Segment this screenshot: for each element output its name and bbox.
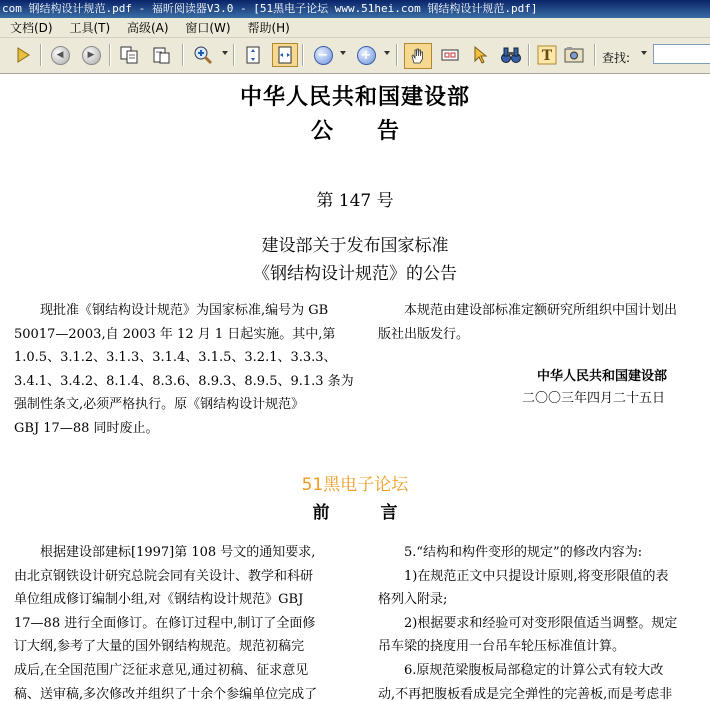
- text-line: 50017—2003,自 2003 年 12 月 1 日起实施。其中,第: [14, 326, 336, 342]
- chevron-down-icon[interactable]: [222, 51, 228, 55]
- announcement-right-column: [378, 299, 677, 346]
- fit-width-icon[interactable]: [272, 43, 298, 67]
- play-icon[interactable]: [10, 43, 36, 67]
- snapshot-icon[interactable]: [437, 43, 463, 67]
- zoom-out-minus-icon[interactable]: −: [310, 43, 336, 67]
- image-icon[interactable]: [561, 43, 587, 67]
- toolbar-separator: [40, 44, 41, 66]
- toolbar-separator: [233, 44, 234, 66]
- paste-icon[interactable]: [148, 43, 174, 67]
- text-line: 稿、送审稿,多次修改并组织了十余个参编单位完成了: [14, 686, 318, 701]
- announcement-title-line1: 建设部关于发布国家标准: [261, 236, 449, 256]
- toolbar-separator: [302, 44, 303, 66]
- announcement-heading: 中华人民共和国建设部: [239, 84, 470, 110]
- text-line: 单位组成修订编制小组,对《钢结构设计规范》GBJ: [14, 592, 304, 608]
- menu-tools[interactable]: 工具(T): [69, 21, 111, 35]
- text-line: GBJ 17—88 同时废止。: [14, 420, 159, 436]
- text-line: 格列入附录;: [378, 592, 448, 608]
- signature-organization: 中华人民共和国建设部: [537, 369, 668, 384]
- signature-date: 二〇〇三年四月二十五日: [522, 391, 666, 406]
- menu-help[interactable]: 帮助(H): [247, 21, 290, 35]
- zoom-in-plus-icon[interactable]: +: [353, 43, 379, 67]
- menu-advanced[interactable]: 高级(A): [126, 21, 169, 35]
- menu-window[interactable]: 窗口(W): [185, 21, 231, 35]
- text-line: 2)根据要求和经验可对变形限值适当调整。规定: [404, 615, 678, 631]
- back-icon[interactable]: ◀: [47, 43, 73, 67]
- binoculars-icon[interactable]: [498, 43, 524, 67]
- toolbar-separator: [109, 44, 110, 66]
- text-line: 版社出版发行。: [378, 326, 470, 342]
- text-line: 现批准《钢结构设计规范》为国家标准,编号为 GB: [40, 303, 329, 318]
- watermark: 51黑电子论坛: [301, 475, 409, 495]
- menu-document[interactable]: 文档(D): [10, 21, 53, 35]
- fit-page-icon[interactable]: [240, 43, 266, 67]
- chevron-down-icon[interactable]: [340, 51, 346, 55]
- announcement-number: 第 147 号: [316, 191, 394, 211]
- text-line: 吊车梁的挠度用一台吊车轮压标准值计算。: [378, 639, 626, 655]
- find-input[interactable]: [653, 44, 710, 64]
- text-tool-icon[interactable]: [534, 43, 560, 67]
- window-title: com 钢结构设计规范.pdf - 福昕阅读器V3.0 - [51黑电子论坛 www.51hei.com 钢结构设计规范.pdf]: [2, 2, 538, 15]
- announcement-title-line2: 《钢结构设计规范》的公告: [253, 264, 457, 284]
- svg-text:T: T: [541, 48, 553, 64]
- text-line: 3.4.1、3.4.2、8.1.4、8.3.6、8.9.3、8.9.5、9.1.3 条为: [14, 373, 354, 389]
- toolbar-separator: [528, 44, 529, 66]
- text-line: 1.0.5、3.1.2、3.1.3、3.1.4、3.1.5、3.2.1、3.3.3、: [14, 350, 337, 366]
- document-page: [0, 74, 710, 701]
- hand-icon[interactable]: [404, 43, 432, 69]
- select-arrow-icon[interactable]: [467, 43, 493, 67]
- preface-title: 前 言: [312, 503, 398, 523]
- preface-left-column: [14, 541, 317, 701]
- zoom-in-icon[interactable]: [190, 43, 216, 67]
- text-line: 由北京钢铁设计研究总院会同有关设计、教学和科研: [14, 568, 314, 584]
- announcement-left-column: [14, 299, 354, 441]
- toolbar-separator: [594, 44, 595, 66]
- toolbar-separator: [396, 44, 397, 66]
- text-line: 1)在规范正文中只提设计原则,将变形限值的表: [404, 568, 669, 584]
- announcement-subheading: 公 告: [310, 118, 399, 144]
- chevron-down-icon[interactable]: [384, 51, 390, 55]
- text-line: 强制性条文,必须严格执行。原《钢结构设计规范》: [14, 397, 305, 413]
- toolbar-separator: [182, 44, 183, 66]
- text-line: 根据建设部建标[1997]第 108 号文的通知要求,: [40, 545, 316, 560]
- text-line: 6.原规范梁腹板局部稳定的计算公式有较大改: [404, 662, 664, 678]
- text-line: 本规范由建设部标准定额研究所组织中国计划出: [404, 303, 678, 318]
- copy-icon[interactable]: [116, 43, 142, 67]
- find-label: 查找:: [602, 51, 631, 65]
- menu-bar: [0, 18, 710, 38]
- text-line: 17—88 进行全面修订。在修订过程中,制订了全面修: [14, 615, 316, 631]
- find-options-chevron-down-icon[interactable]: [641, 51, 647, 55]
- text-line: 成后,在全国范围广泛征求意见,通过初稿、征求意见: [14, 662, 309, 678]
- text-line: 订大纲,参考了大量的国外钢结构规范。规范初稿完: [14, 639, 305, 655]
- window-title-bar: [0, 0, 710, 18]
- preface-right-column: [378, 541, 677, 701]
- text-line: 动,不再把腹板看成是完全弹性的完善板,而是考虑非: [378, 686, 673, 701]
- toolbar: [0, 38, 710, 74]
- forward-icon[interactable]: ▶: [78, 43, 104, 67]
- text-line: 5.“结构和构件变形的规定”的修改内容为:: [404, 545, 643, 560]
